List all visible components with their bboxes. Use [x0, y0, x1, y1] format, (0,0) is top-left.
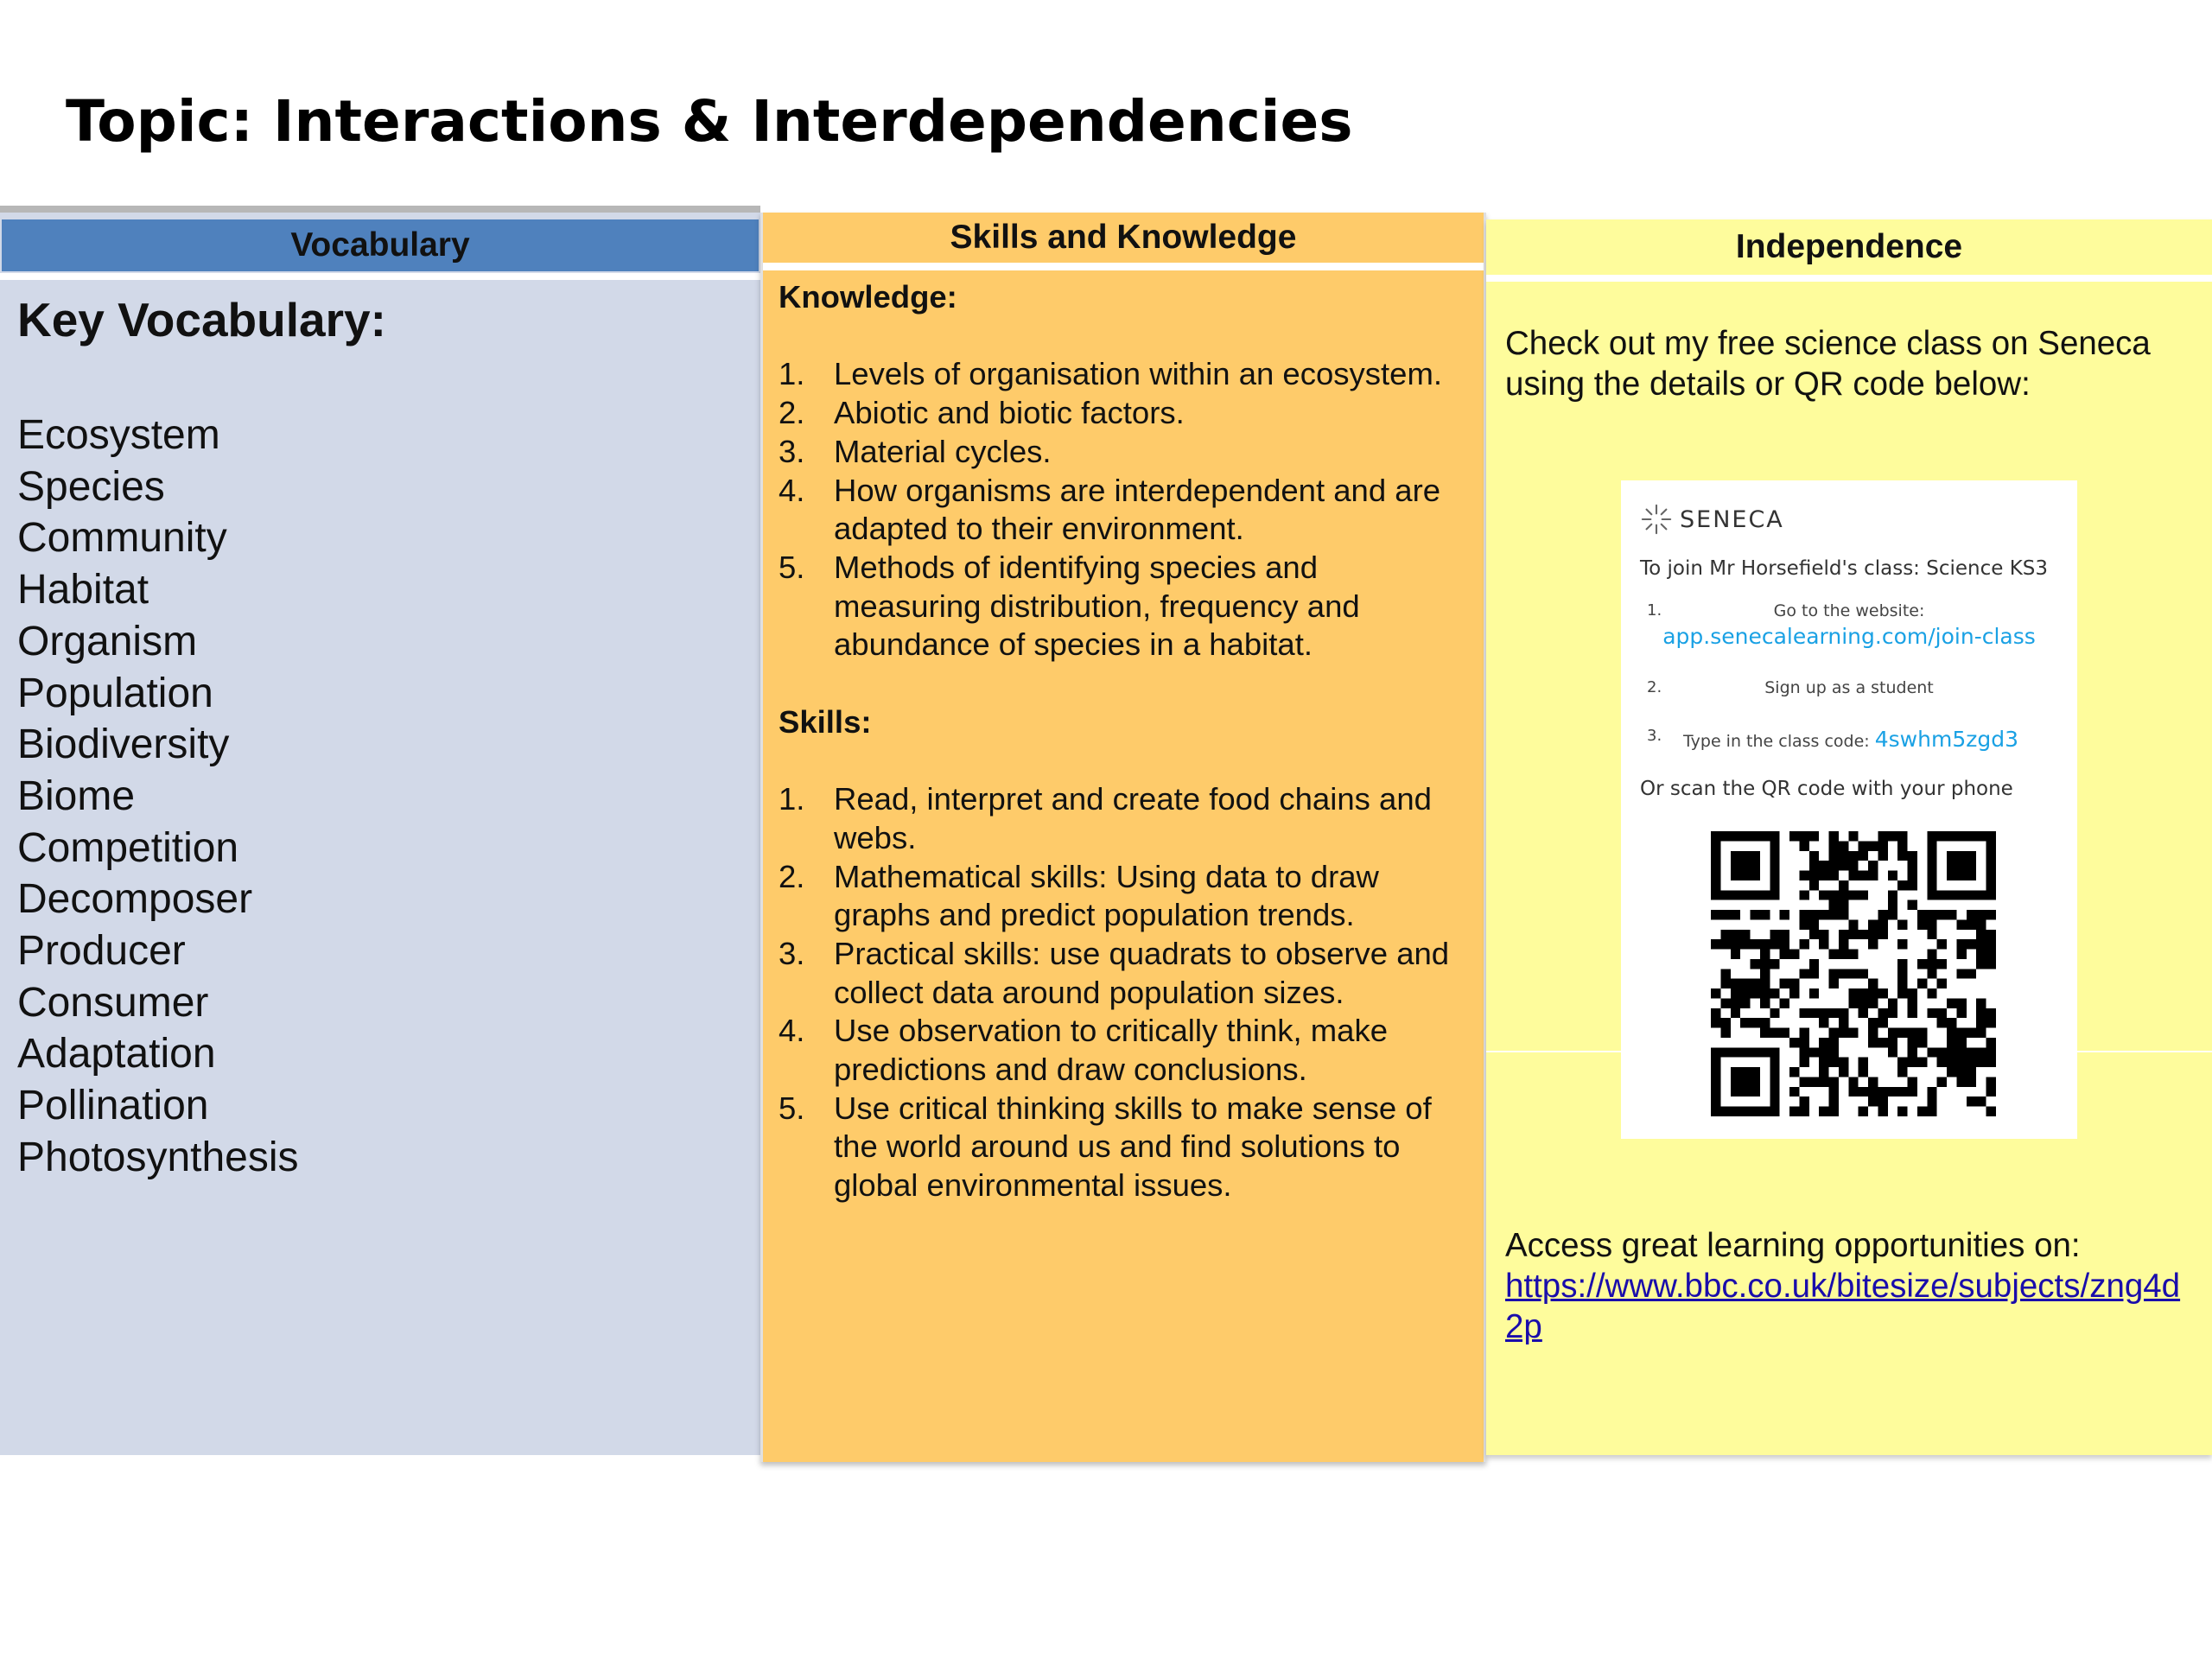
- vocabulary-divider: [0, 273, 760, 280]
- page-title: Topic: Interactions & Interdependencies: [66, 88, 1353, 155]
- skills-knowledge-column: [760, 213, 1486, 1462]
- knowledge-list: [779, 355, 1470, 664]
- step-1-label: Go to the website:: [1773, 601, 1925, 620]
- seneca-brand-name: SENECA: [1680, 505, 1784, 533]
- vocabulary-word: Pollination: [17, 1083, 209, 1129]
- vocabulary-word: Biodiversity: [17, 721, 230, 768]
- independence-divider: [1486, 275, 2212, 282]
- item-text: Use observation to critically think, make predictions and draw conclusions.: [834, 1013, 1389, 1088]
- vocabulary-word: Adaptation: [17, 1031, 216, 1077]
- item-text: Practical skills: use quadrats to observe and collect data around population sizes.: [834, 935, 1450, 1010]
- bbc-bitesize-link[interactable]: https://www.bbc.co.uk/bitesize/subjects/zng4d2p: [1505, 1268, 2181, 1345]
- seneca-logo: [1640, 503, 2058, 536]
- item-number: 5.: [779, 1090, 805, 1126]
- vocabulary-word: Community: [17, 515, 227, 562]
- class-code: 4swhm5zgd3: [1874, 727, 2018, 752]
- item-number: 3.: [779, 433, 805, 469]
- vocabulary-word: Photosynthesis: [17, 1134, 299, 1180]
- knowledge-item: [779, 472, 1470, 549]
- step-2-label: Sign up as a student: [1764, 678, 1934, 697]
- item-text: Material cycles.: [834, 433, 1052, 469]
- independence-header: Independence: [1735, 228, 1963, 265]
- item-text: How organisms are interdependent and are adapted to their environment.: [834, 472, 1441, 547]
- skill-item: [779, 1090, 1470, 1205]
- knowledge-heading: Knowledge:: [779, 279, 957, 315]
- step-1-number: 1.: [1647, 601, 1662, 620]
- knowledge-item: [779, 394, 1470, 433]
- vocabulary-column: [0, 206, 760, 1455]
- qr-code-icon[interactable]: [1711, 831, 1996, 1116]
- vocabulary-list: [17, 410, 752, 1184]
- item-number: 1.: [779, 356, 805, 392]
- skills-knowledge-body: [779, 278, 1470, 1244]
- vocabulary-word: Organism: [17, 618, 198, 664]
- item-text: Methods of identifying species and measuring distribution, frequency and abundance of species in a habitat.: [834, 549, 1360, 663]
- step-1: [1640, 601, 2058, 649]
- step-2: [1640, 678, 2058, 697]
- seneca-starburst-icon: [1640, 503, 1673, 536]
- vocabulary-word: Population: [17, 670, 213, 716]
- step-2-number: 2.: [1647, 678, 1662, 696]
- skill-item: [779, 1012, 1470, 1089]
- seneca-class-card: [1621, 480, 2077, 1139]
- item-number: 2.: [779, 395, 805, 431]
- skills-knowledge-header: Skills and Knowledge: [950, 219, 1297, 256]
- vocabulary-word: Ecosystem: [17, 412, 220, 458]
- vocabulary-word: Habitat: [17, 567, 149, 613]
- item-number: 1.: [779, 781, 805, 817]
- item-number: 3.: [779, 935, 805, 971]
- item-number: 5.: [779, 549, 805, 585]
- item-text: Use critical thinking skills to make sense of the world around us and find solutions to global environmental issues.: [834, 1090, 1432, 1204]
- scan-qr-text: Or scan the QR code with your phone: [1640, 778, 2013, 800]
- item-text: Mathematical skills: Using data to draw graphs and predict population trends.: [834, 858, 1379, 933]
- skill-item: [779, 858, 1470, 935]
- vocabulary-body: [17, 292, 752, 1184]
- vocabulary-header: Vocabulary: [2, 219, 759, 271]
- skills-heading: Skills:: [779, 703, 872, 740]
- step-3: [1640, 727, 2058, 752]
- knowledge-item: [779, 355, 1470, 394]
- access-learning-block: [1505, 1225, 2195, 1347]
- item-text: Read, interpret and create food chains and webs.: [834, 781, 1432, 855]
- item-text: Levels of organisation within an ecosystem.: [834, 356, 1443, 392]
- step-3-label: Type in the class code:: [1683, 732, 1870, 751]
- vocabulary-word: Competition: [17, 824, 239, 871]
- vocabulary-word: Biome: [17, 772, 136, 819]
- item-number: 4.: [779, 472, 805, 508]
- step-3-number: 3.: [1647, 727, 1662, 745]
- item-text: Abiotic and biotic factors.: [834, 395, 1185, 431]
- skills-list: [779, 780, 1470, 1205]
- skill-item: [779, 780, 1470, 857]
- join-class-url[interactable]: app.senecalearning.com/join-class: [1662, 624, 2036, 649]
- vocabulary-word: Decomposer: [17, 876, 253, 923]
- skills-divider: [763, 263, 1484, 270]
- skill-item: [779, 935, 1470, 1012]
- item-number: 4.: [779, 1013, 805, 1049]
- vocabulary-word: Consumer: [17, 979, 209, 1026]
- item-number: 2.: [779, 858, 805, 894]
- vocabulary-word: Producer: [17, 928, 186, 975]
- access-text: Access great learning opportunities on:: [1505, 1227, 2081, 1264]
- key-vocabulary-heading: Key Vocabulary:: [17, 293, 386, 346]
- join-class-title: To join Mr Horsefield's class: Science KS3: [1640, 557, 2049, 580]
- knowledge-item: [779, 433, 1470, 472]
- vocabulary-word: Species: [17, 463, 165, 510]
- knowledge-item: [779, 549, 1470, 664]
- seneca-intro-text: Check out my free science class on Seneca using the details or QR code below:: [1505, 325, 2151, 403]
